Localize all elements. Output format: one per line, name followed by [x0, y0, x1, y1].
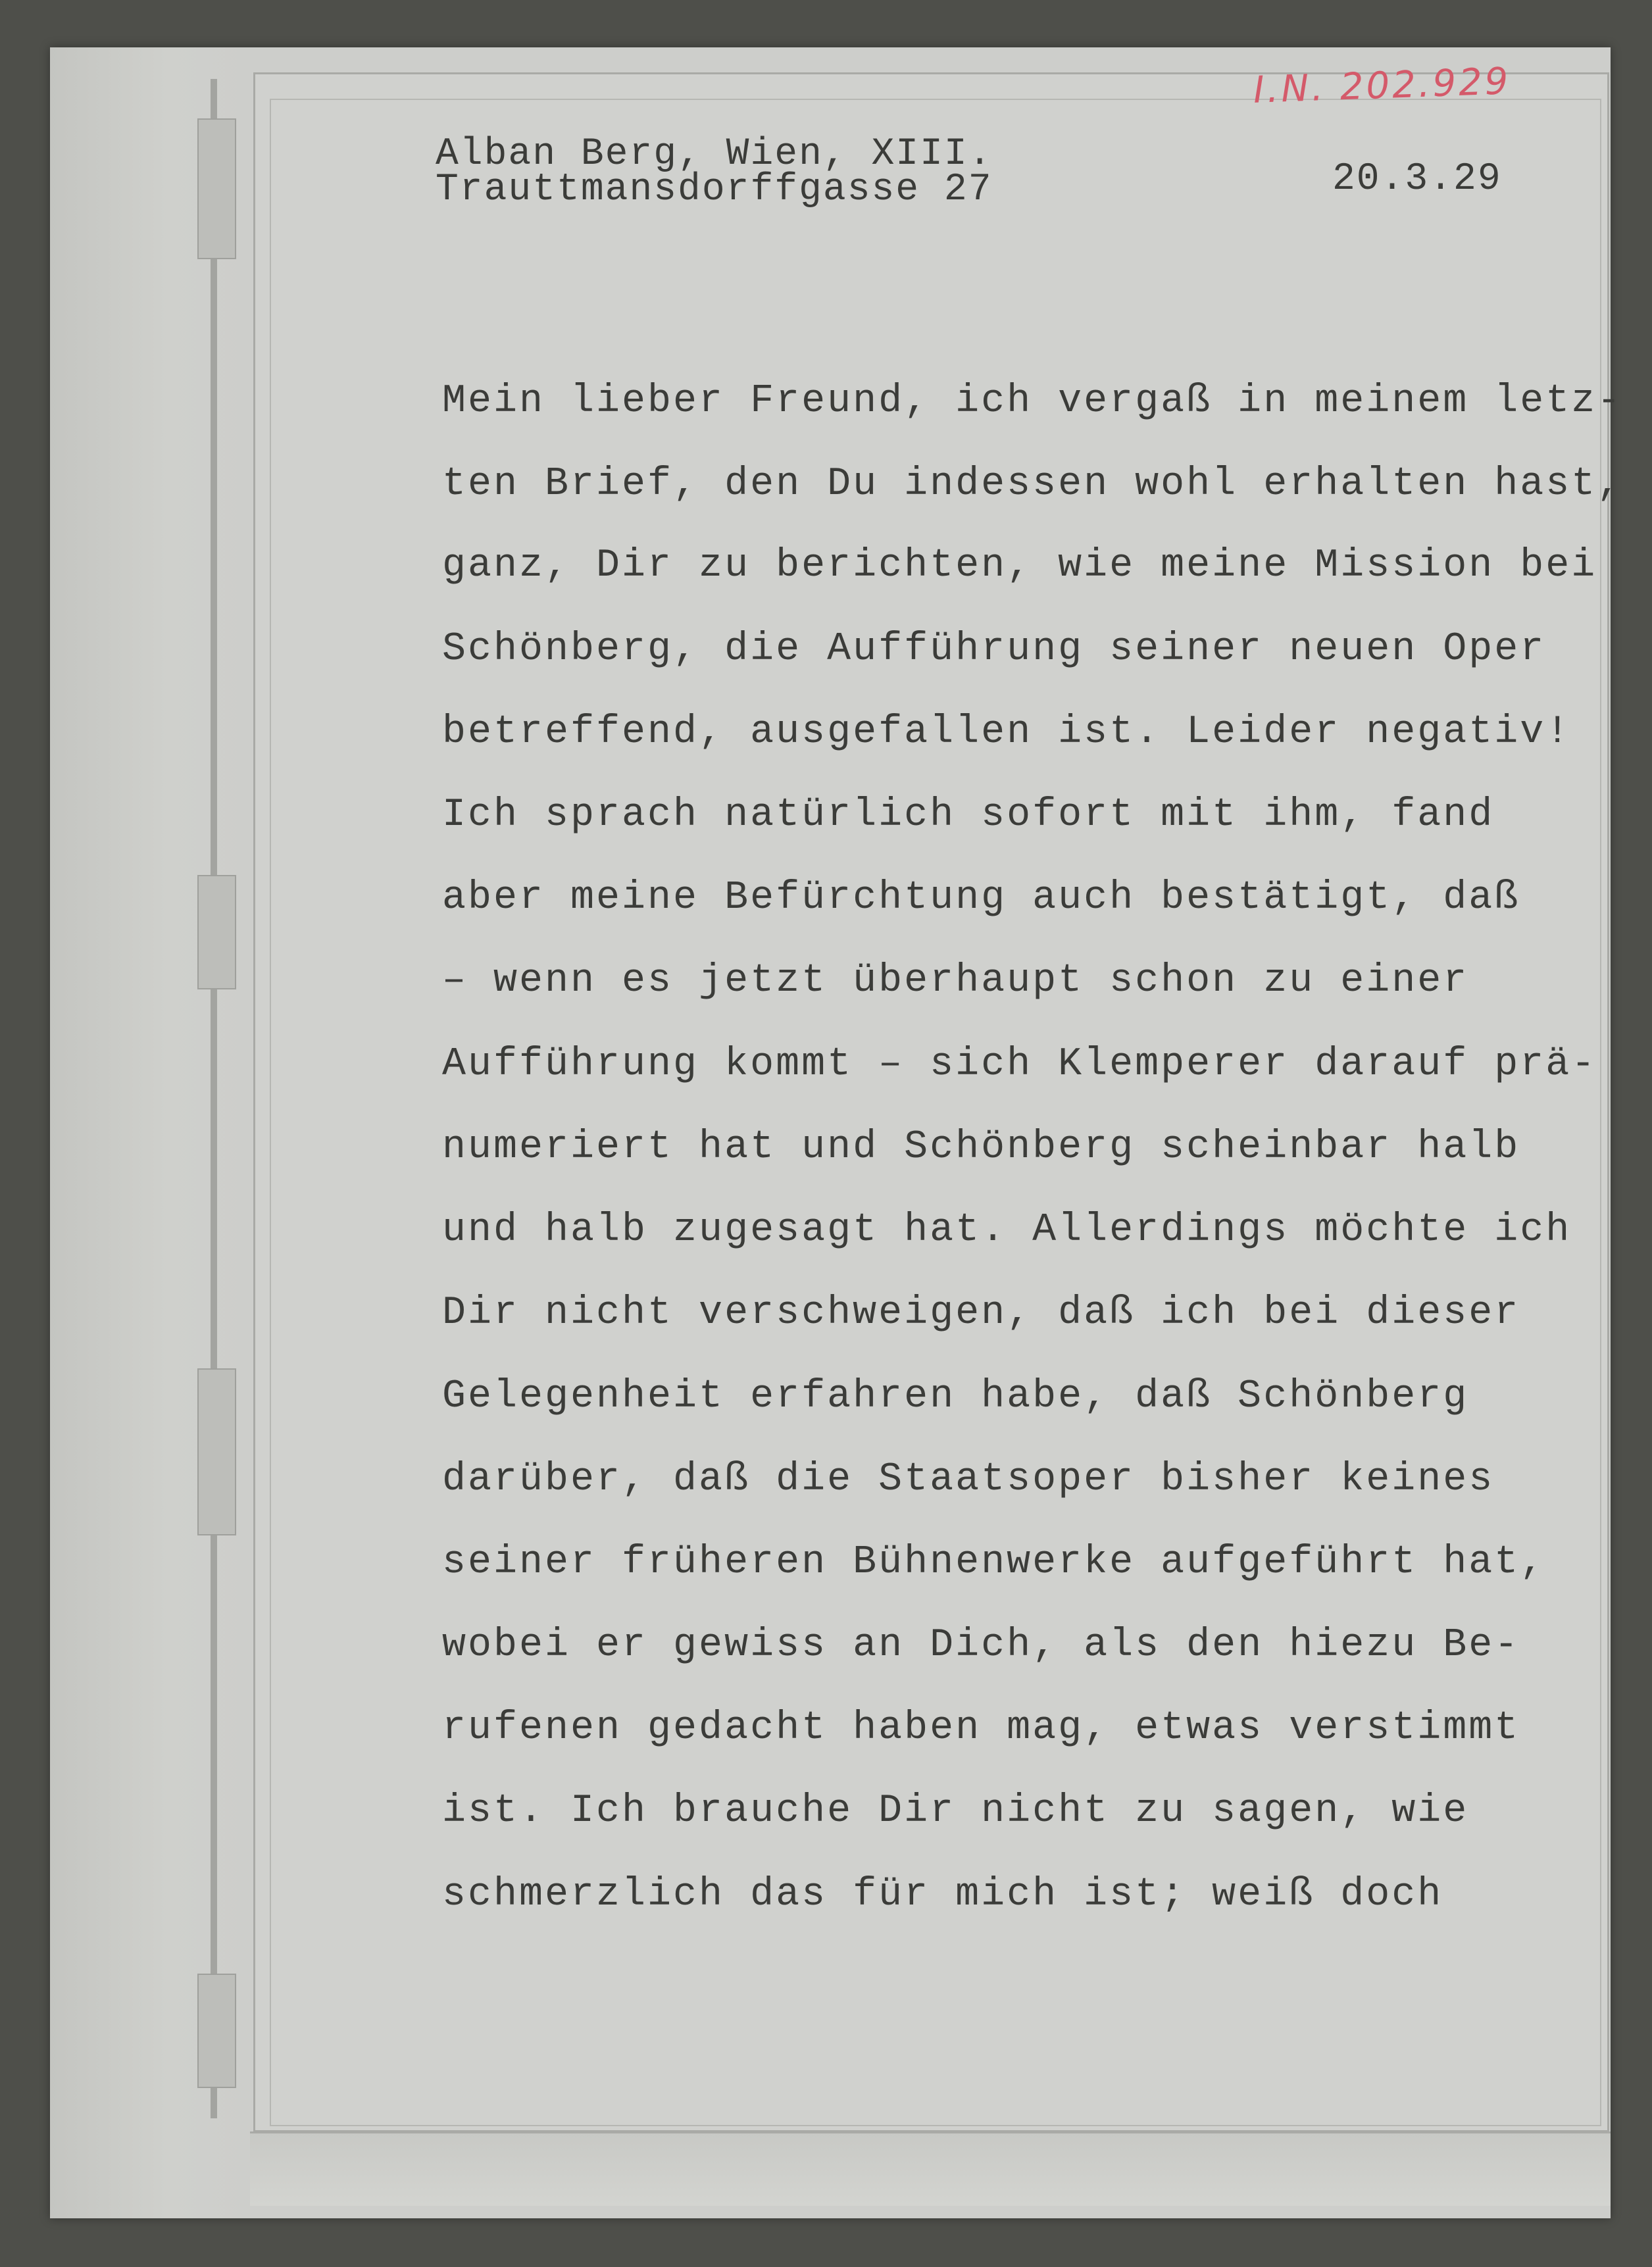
letter-line-1: Mein lieber Freund, ich vergaß in meinem letz-: [442, 379, 1623, 424]
letter-line-11: und halb zugesagt hat. Allerdings möchte ich: [442, 1208, 1572, 1253]
letter-line-9: Aufführung kommt – sich Klemperer darauf prä-: [442, 1042, 1597, 1087]
letter-line-17: rufenen gedacht haben mag, etwas verstimmt: [442, 1706, 1520, 1751]
letter-line-12: Dir nicht verschweigen, daß ich bei dieser: [442, 1291, 1520, 1335]
letter-line-4: Schönberg, die Aufführung seiner neuen Oper: [442, 627, 1546, 672]
letter-line-8: – wenn es jetzt überhaupt schon zu einer: [442, 959, 1469, 1003]
bottom-margin-band: [250, 2131, 1611, 2206]
letter-line-10: numeriert hat und Schönberg scheinbar halb: [442, 1125, 1520, 1170]
binding-strip: [197, 79, 237, 2118]
letter-line-15: seiner früheren Bühnenwerke aufgeführt hat,: [442, 1540, 1546, 1585]
letter-line-14: darüber, daß die Staatsoper bisher keines: [442, 1457, 1495, 1502]
letter-line-18: ist. Ich brauche Dir nicht zu sagen, wie: [442, 1789, 1469, 1833]
letter-line-19: schmerzlich das für mich ist; weiß doch: [442, 1872, 1443, 1917]
letter-line-3: ganz, Dir zu berichten, wie meine Mission bei: [442, 543, 1597, 588]
letter-line-7: aber meine Befürchtung auch bestätigt, daß: [442, 876, 1520, 920]
letter-line-2: ten Brief, den Du indessen wohl erhalten hast,: [442, 462, 1623, 507]
letter-line-16: wobei er gewiss an Dich, als den hiezu Be-: [442, 1623, 1520, 1668]
sender-address-line: Trauttmansdorffgasse 27: [436, 168, 993, 211]
sender-name-line: Alban Berg, Wien, XIII.: [436, 133, 993, 176]
letter-date: 20.3.29: [1332, 158, 1502, 201]
letter-line-5: betreffend, ausgefallen ist. Leider negativ!: [442, 710, 1572, 755]
letter-line-6: Ich sprach natürlich sofort mit ihm, fand: [442, 793, 1495, 837]
archive-number-stamp: I.N. 202.929: [1252, 60, 1512, 112]
letter-line-13: Gelegenheit erfahren habe, daß Schönberg: [442, 1374, 1469, 1419]
